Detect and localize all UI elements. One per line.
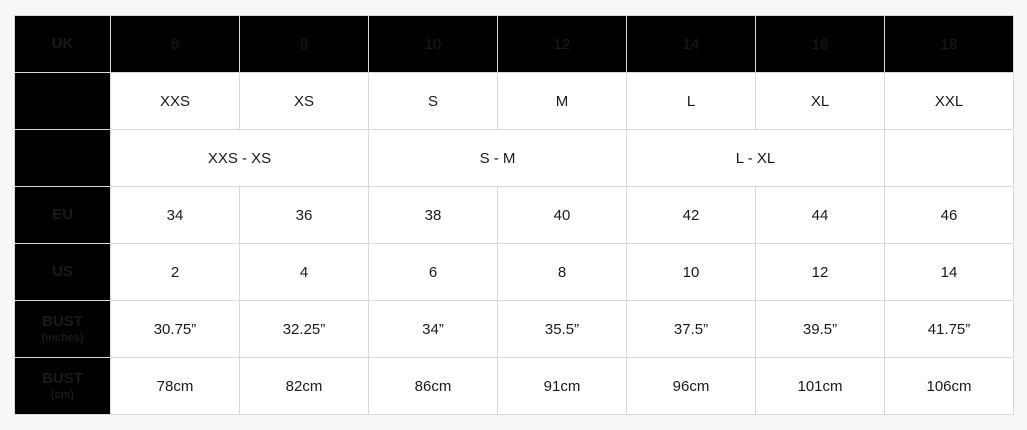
cell-eu-5: 42 [627,187,756,244]
cell-us-5: 10 [627,244,756,301]
cell-bust-in-6: 39.5” [756,301,885,358]
cell-bust-in-7: 41.75” [885,301,1014,358]
cell-letter-6: XL [756,73,885,130]
row-label-bust-cm-unit: (cm) [50,388,75,401]
cell-eu-6: 44 [756,187,885,244]
cell-letter-5: L [627,73,756,130]
cell-us-3: 6 [369,244,498,301]
table-row [15,358,1014,415]
cell-us-1: 2 [111,244,240,301]
cell-letter-1: XXS [111,73,240,130]
row-label-bust-cm-text: BUST [42,369,83,387]
cell-uk-5: 14 [627,16,756,73]
row-label-uk [15,16,111,73]
cell-range-2: S - M [369,130,627,187]
cell-us-2: 4 [240,244,369,301]
row-label-letters-blank [15,73,111,130]
row-label-eu [15,187,111,244]
cell-bust-cm-6: 101cm [756,358,885,415]
cell-eu-2: 36 [240,187,369,244]
row-label-bust-inches-text: BUST [42,312,83,330]
cell-uk-1: 6 [111,16,240,73]
cell-eu-4: 40 [498,187,627,244]
cell-letter-2: XS [240,73,369,130]
row-label-bust-cm [15,358,111,415]
cell-bust-in-2: 32.25” [240,301,369,358]
row-label-us-text: US [52,262,73,280]
cell-us-4: 8 [498,244,627,301]
table-row [15,301,1014,358]
cell-us-7: 14 [885,244,1014,301]
cell-bust-cm-7: 106cm [885,358,1014,415]
cell-bust-cm-3: 86cm [369,358,498,415]
row-label-us [15,244,111,301]
cell-bust-cm-1: 78cm [111,358,240,415]
table-row [15,244,1014,301]
cell-uk-2: 8 [240,16,369,73]
row-label-uk-text: UK [51,34,74,52]
row-label-ranges-blank [15,130,111,187]
cell-us-6: 12 [756,244,885,301]
cell-eu-1: 34 [111,187,240,244]
cell-uk-6: 16 [756,16,885,73]
cell-eu-3: 38 [369,187,498,244]
cell-range-4 [885,130,1014,187]
cell-range-1: XXS - XS [111,130,369,187]
cell-uk-7: 18 [885,16,1014,73]
cell-uk-3: 10 [369,16,498,73]
table-row [15,130,1014,187]
size-guide-table [14,15,1014,415]
row-label-bust-inches [15,301,111,358]
cell-letter-7: XXL [885,73,1014,130]
cell-bust-in-1: 30.75” [111,301,240,358]
table-row [15,187,1014,244]
cell-bust-in-4: 35.5” [498,301,627,358]
cell-letter-4: M [498,73,627,130]
cell-range-3: L - XL [627,130,885,187]
table-row [15,73,1014,130]
row-label-bust-inches-unit: (inches) [41,331,84,344]
cell-bust-in-3: 34” [369,301,498,358]
cell-bust-cm-4: 91cm [498,358,627,415]
cell-bust-cm-2: 82cm [240,358,369,415]
cell-eu-7: 46 [885,187,1014,244]
table-row [15,16,1014,73]
cell-bust-in-5: 37.5” [627,301,756,358]
cell-bust-cm-5: 96cm [627,358,756,415]
cell-uk-4: 12 [498,16,627,73]
row-label-eu-text: EU [52,205,73,223]
size-guide-table-body [15,16,1014,415]
cell-letter-3: S [369,73,498,130]
